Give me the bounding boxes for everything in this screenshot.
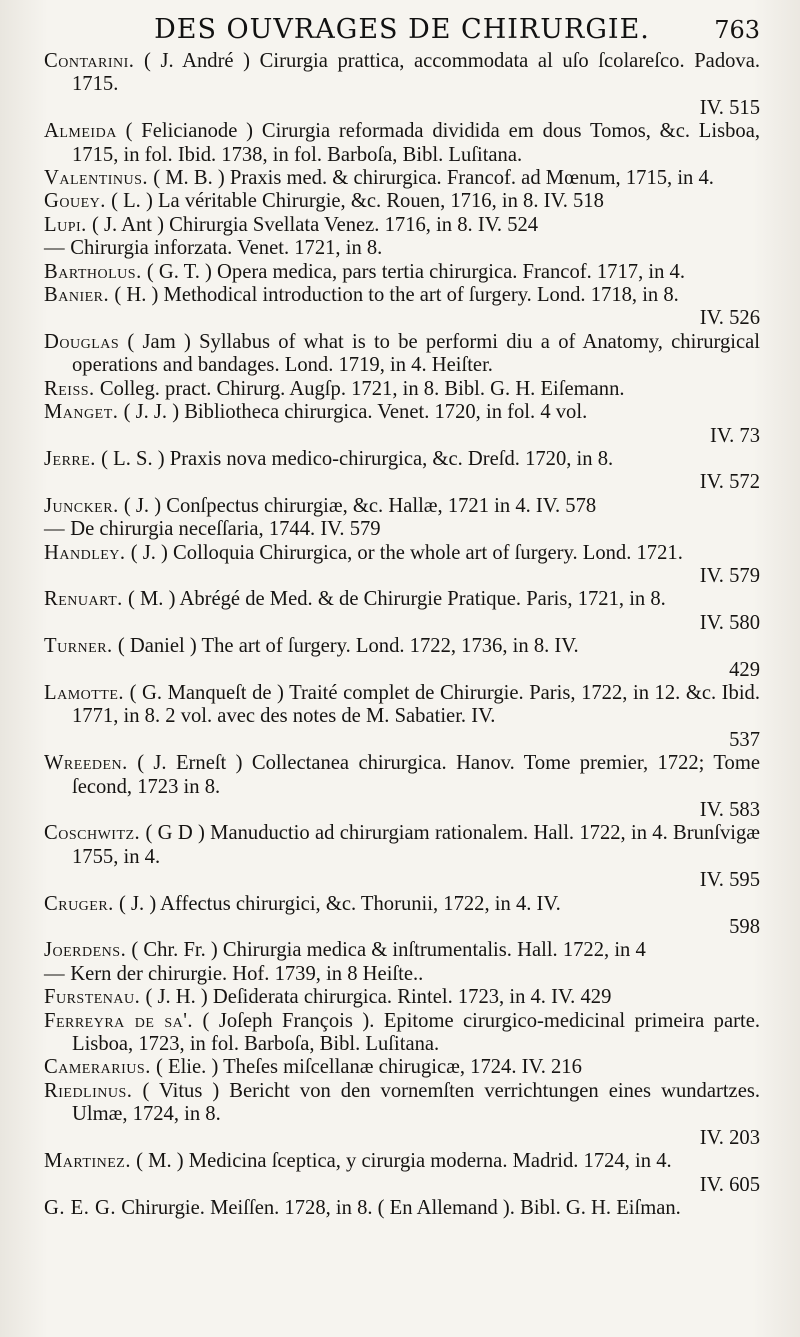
entry-text: ( Elie. ) Theſes miſcellanæ chirugicæ, 1724. IV. 216 — [156, 1056, 582, 1079]
entry-text: ( Jam ) Syllabus of what is to be performi diu a of Anatomy, chirurgical operations and bandages. Lond. 1719, in 4. Heiſter. — [72, 330, 760, 377]
entry-text: ( G. T. ) Opera medica, pars tertia chirurgica. Francof. 1717, in 4. — [146, 260, 685, 283]
bibliography-entry — [44, 822, 760, 869]
volume-reference: IV. 515 — [699, 96, 760, 119]
author-name: G. E. G. — [44, 1196, 117, 1219]
volume-reference: 429 — [729, 658, 760, 681]
entry-text: ( H. ) Methodical introduction to the art of ſurgery. Lond. 1718, in 8. — [114, 284, 679, 307]
author-name: — — [44, 518, 66, 541]
running-title: DES OUVRAGES DE CHIRURGIE. — [154, 14, 650, 45]
entry-text: ( J. André ) Cirurgia prattica, accommodata al uſo ſcolareſco. Padova. 1715. — [72, 50, 761, 96]
entry-text: Kern der chirurgie. Hof. 1739, in 8 Heiſte.. — [70, 962, 424, 985]
entry-text: Colleg. pract. Chirurg. Augſp. 1721, in 8. Bibl. G. H. Eiſemann. — [99, 377, 625, 400]
entry-text: ( M. ) Medicina ſceptica, y cirurgia moderna. Madrid. 1724, in 4. — [136, 1150, 672, 1173]
author-name: Cruger. — [44, 892, 114, 915]
entry-text: ( G D ) Manuductio ad chirurgiam rationalem. Hall. 1722, in 4. Brunſvigæ 1755, in 4. — [72, 822, 760, 868]
bibliography-entry — [44, 214, 760, 237]
author-name: Juncker. — [44, 494, 119, 517]
bibliography-entry — [44, 495, 760, 518]
bibliography-entry — [44, 167, 760, 190]
bibliography-entry — [44, 542, 760, 565]
bibliography-entry — [44, 1197, 760, 1220]
entry-text: ( Chr. Fr. ) Chirurgia medica & inſtrumentalis. Hall. 1722, in 4 — [131, 939, 646, 962]
entry-text: ( Felicianode ) Cirurgia reformada dividida em dous Tomos, &c. Lisboa, 1715, in fol. Ibid. 1738, in fol. Barboſa, Bibl. Luſitana. — [72, 120, 760, 166]
bibliography-entry — [44, 190, 760, 213]
entry-text: Chirurgia inforzata. Venet. 1721, in 8. — [70, 237, 383, 260]
entry-text: ( J. H. ) Deſiderata chirurgica. Rintel. 1723, in 4. IV. 429 — [145, 986, 612, 1009]
author-name: Jerre. — [44, 447, 96, 470]
volume-reference: IV. 580 — [699, 611, 760, 634]
author-name: Wreeden. — [44, 752, 128, 775]
author-name: Joerdens. — [44, 939, 127, 962]
author-name: Martinez. — [44, 1150, 131, 1173]
bibliography-entry — [44, 331, 760, 378]
author-name: Banier. — [44, 284, 110, 307]
entry-text: ( Daniel ) The art of ſurgery. Lond. 1722, 1736, in 8. IV. — [117, 635, 579, 658]
entry-text: ( Joſeph François ). Epitome cirurgico-medicinal primeira parte. Lisboa, 1723, in fol. Barboſa, Bibl. Luſitana. — [72, 1009, 760, 1056]
entry-text: ( L. S. ) Praxis nova medico-chirurgica, &c. Dreſd. 1720, in 8. — [101, 447, 614, 470]
author-name: Reiss. — [44, 377, 95, 400]
author-name: Valentinus. — [44, 167, 149, 190]
entry-text: ( J. ) Conſpectus chirurgiæ, &c. Hallæ, 1721 in 4. IV. 578 — [123, 494, 597, 517]
bibliography-entry — [44, 588, 760, 611]
volume-reference: 598 — [729, 916, 760, 939]
volume-reference: IV. 583 — [699, 799, 760, 821]
author-name: Douglas — [44, 330, 120, 353]
bibliography-entry — [44, 1010, 760, 1057]
entry-text: ( L. ) La véritable Chirurgie, &c. Rouen, 1716, in 8. IV. 518 — [111, 190, 604, 213]
bibliography-entry — [44, 963, 760, 986]
volume-reference: IV. 579 — [699, 564, 760, 587]
entry-text: ( J. J. ) Bibliotheca chirurgica. Venet. 1720, in fol. 4 vol. — [123, 401, 588, 424]
bibliography-entry — [44, 893, 760, 916]
author-name: Manget. — [44, 401, 119, 424]
bibliography-list — [44, 50, 760, 1220]
entry-text: Chirurgie. Meiſſen. 1728, in 8. ( En Allemand ). Bibl. G. H. Eiſman. — [121, 1196, 681, 1219]
author-name: Bartholus. — [44, 260, 142, 283]
bibliography-entry — [44, 1056, 760, 1079]
author-name: Handley. — [44, 541, 126, 564]
bibliography-entry — [44, 448, 760, 471]
page-number: 763 — [714, 16, 760, 44]
bibliography-entry — [44, 237, 760, 260]
bibliography-entry — [44, 1080, 760, 1127]
author-name: Lamotte. — [44, 681, 125, 704]
bibliography-entry — [44, 50, 760, 97]
author-name: Riedlinus. — [44, 1079, 133, 1102]
page-header — [44, 10, 760, 50]
author-name: Renuart. — [44, 588, 123, 611]
author-name: Turner. — [44, 635, 113, 658]
volume-reference: IV. 595 — [699, 869, 760, 892]
bibliography-entry — [44, 518, 760, 541]
author-name: Camerarius. — [44, 1056, 151, 1079]
author-name: Furstenau. — [44, 986, 141, 1009]
volume-reference: 537 — [729, 728, 760, 751]
bibliography-entry — [44, 986, 760, 1009]
entry-text: ( Vitus ) Bericht von den vornemſten verrichtungen eines wundartzes. Ulmæ, 1724, in 8. — [72, 1079, 760, 1126]
bibliography-entry — [44, 1150, 760, 1173]
volume-reference: IV. 203 — [699, 1126, 760, 1149]
entry-text: ( J. Erneſt ) Collectanea chirurgica. Hanov. Tome premier, 1722; Tome ſecond, 1723 in 8. — [72, 752, 760, 798]
entry-text: ( M. B. ) Praxis med. & chirurgica. Francof. ad Mœnum, 1715, in 4. — [153, 167, 714, 190]
entry-text: ( J. ) Affectus chirurgici, &c. Thorunii, 1722, in 4. IV. — [119, 892, 561, 915]
bibliography-entry — [44, 752, 760, 799]
bibliography-entry — [44, 378, 760, 401]
bibliography-entry — [44, 284, 760, 307]
volume-reference: IV. 605 — [699, 1173, 760, 1196]
volume-reference: IV. 572 — [699, 471, 760, 494]
bibliography-entry — [44, 261, 760, 284]
bibliography-entry — [44, 120, 760, 167]
entry-text: ( G. Manqueſt de ) Traité complet de Chirurgie. Paris, 1722, in 12. &c. Ibid. 1771, in 8. 2 vol. avec des notes de M. Sabatier. IV. — [72, 681, 761, 728]
entry-text: ( M. ) Abrégé de Med. & de Chirurgie Pratique. Paris, 1721, in 8. — [127, 588, 666, 611]
author-name: — — [44, 962, 66, 985]
entry-text: De chirurgia neceſſaria, 1744. IV. 579 — [70, 518, 381, 541]
entry-text: ( J. ) Colloquia Chirurgica, or the whole art of ſurgery. Lond. 1721. — [130, 541, 683, 564]
author-name: Ferreyra de sa'. — [44, 1009, 194, 1032]
volume-reference: IV. 73 — [710, 424, 760, 447]
bibliography-entry — [44, 635, 760, 658]
bibliography-entry — [44, 939, 760, 962]
author-name: Almeida — [44, 120, 117, 143]
bibliography-entry — [44, 682, 760, 729]
bibliography-entry — [44, 401, 760, 424]
volume-reference: IV. 526 — [699, 307, 760, 330]
author-name: Coschwitz. — [44, 822, 141, 845]
author-name: Contarini. — [44, 50, 135, 72]
entry-text: ( J. Ant ) Chirurgia Svellata Venez. 1716, in 8. IV. 524 — [91, 213, 539, 236]
author-name: Lupi. — [44, 213, 87, 236]
author-name: Gouey. — [44, 190, 106, 213]
author-name: — — [44, 237, 66, 260]
